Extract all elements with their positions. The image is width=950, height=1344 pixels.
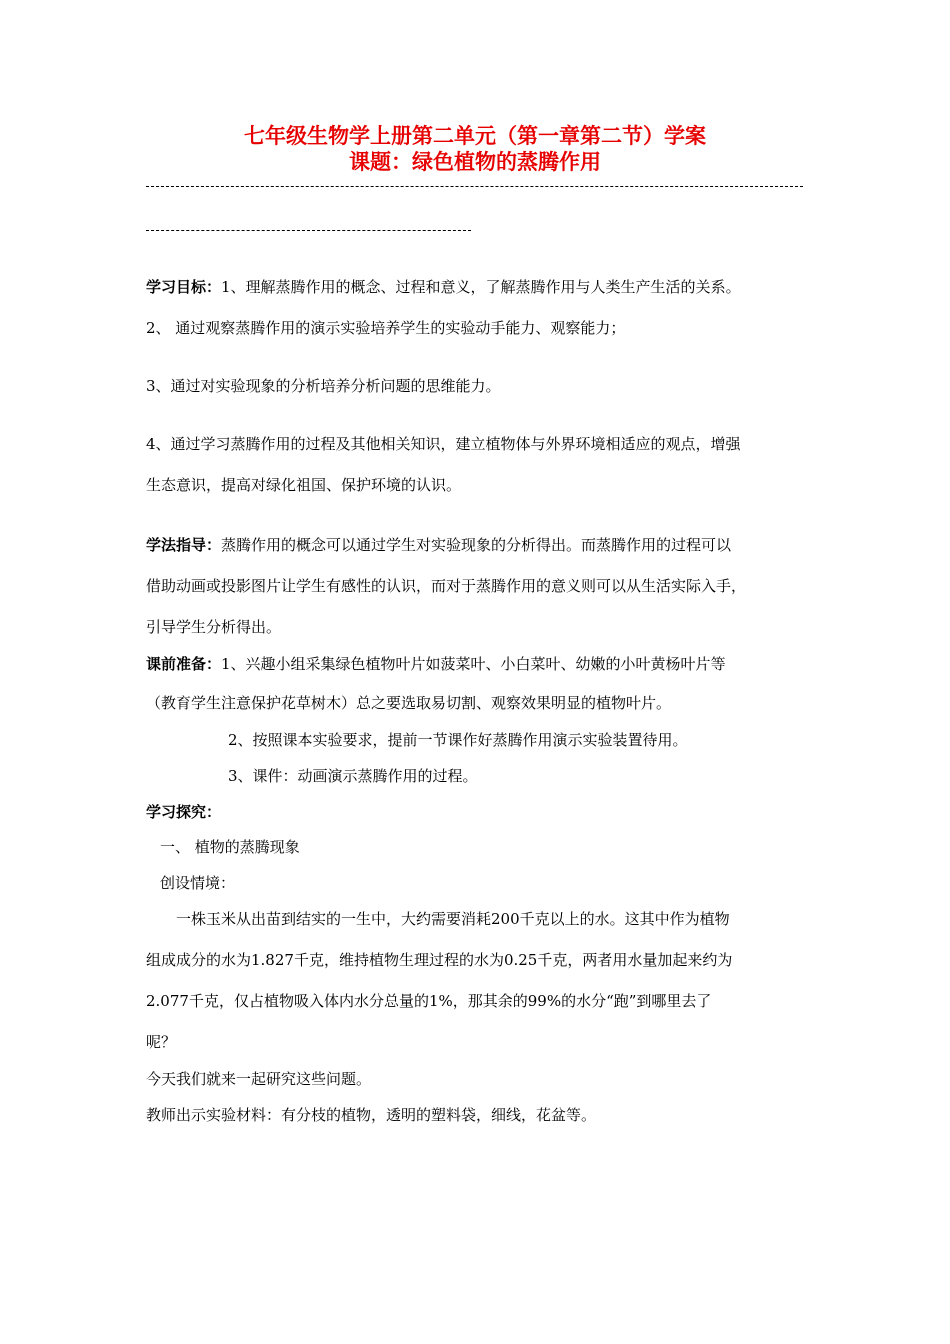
prep-line-1 [146, 654, 726, 674]
separator-line-2 [146, 230, 471, 231]
goals-item-3: 3、通过对实验现象的分析培养分析问题的思维能力。 [146, 377, 501, 395]
scenario-paragraph-line-4: 呢？ [146, 1033, 177, 1051]
scenario-paragraph-line-1: 一株玉米从出苗到结实的一生中，大约需要消耗200千克以上的水。这其中作为植物 [176, 910, 730, 928]
method-line-2: 借助动画或投影图片让学生有感性的认识，而对于蒸腾作用的意义则可以从生活实际入手， [146, 577, 747, 595]
section-heading-1: 一、 植物的蒸腾现象 [160, 838, 300, 856]
goals-item-1: 1、理解蒸腾作用的概念、过程和意义，了解蒸腾作用与人类生产生活的关系。 [221, 278, 741, 296]
document-title: 七年级生物学上册第二单元（第一章第二节）学案 [244, 124, 706, 148]
separator-line-1 [146, 186, 803, 187]
intro-line: 今天我们就来一起研究这些问题。 [146, 1070, 372, 1088]
method-line-1 [146, 535, 731, 555]
goals-line-1 [146, 277, 741, 297]
prep-line-2: （教育学生注意保护花草树木）总之要选取易切割、观察效果明显的植物叶片。 [146, 694, 672, 712]
lesson-subtitle: 课题：绿色植物的蒸腾作用 [349, 150, 601, 174]
prep-line-3: 2、按照课本实验要求，提前一节课作好蒸腾作用演示实验装置待用。 [228, 731, 688, 749]
prep-label: 课前准备： [146, 655, 222, 673]
method-label: 学法指导： [146, 536, 222, 554]
goals-item-2: 2、 通过观察蒸腾作用的演示实验培养学生的实验动手能力、观察能力； [146, 319, 626, 337]
materials-line: 教师出示实验材料：有分枝的植物，透明的塑料袋，细线，花盆等。 [146, 1106, 597, 1124]
prep-text-1: 1、兴趣小组采集绿色植物叶片如菠菜叶、小白菜叶、幼嫩的小叶黄杨叶片等 [221, 655, 726, 673]
scenario-label: 创设情境： [160, 874, 236, 892]
goals-item-4-line-1: 4、通过学习蒸腾作用的过程及其他相关知识，建立植物体与外界环境相适应的观点，增强 [146, 435, 741, 453]
goals-item-4-line-2: 生态意识，提高对绿化祖国、保护环境的认识。 [146, 476, 462, 494]
scenario-paragraph-line-3: 2.077千克，仅占植物吸入体内水分总量的1%，那其余的99%的水分“跑”到哪里去了 [146, 992, 712, 1010]
scenario-paragraph-line-2: 组成成分的水为1.827千克，维持植物生理过程的水为0.25千克，两者用水量加起来约为 [146, 951, 733, 969]
explore-label: 学习探究： [146, 803, 222, 821]
method-line-3: 引导学生分析得出。 [146, 618, 282, 636]
prep-line-4: 3、课件：动画演示蒸腾作用的过程。 [228, 767, 478, 785]
method-text-1: 蒸腾作用的概念可以通过学生对实验现象的分析得出。而蒸腾作用的过程可以 [221, 536, 732, 554]
goals-label: 学习目标： [146, 278, 222, 296]
